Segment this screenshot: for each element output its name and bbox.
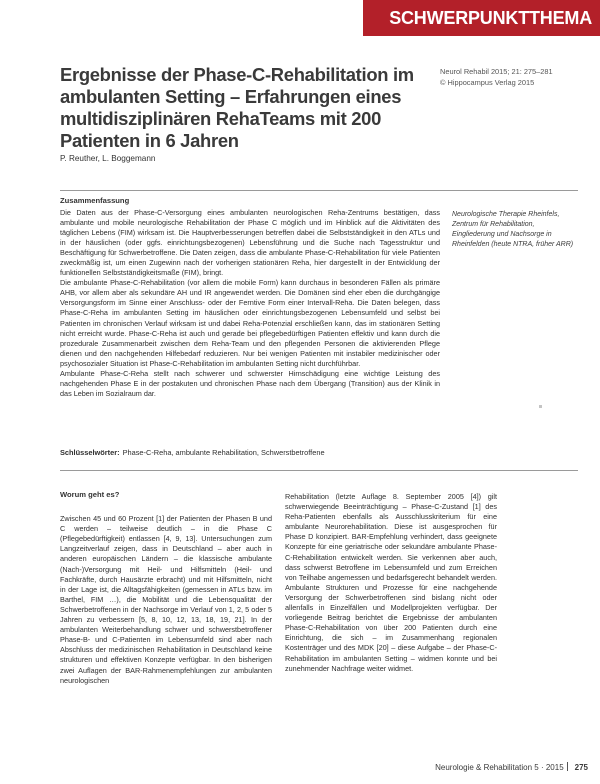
abstract-paragraph: Die ambulante Phase-C-Rehabilitation (vor allem die mobile Form) kann durchaus in besonderen Fällen als primäre AHB, vor allem aber als sekundäre AH und IR angewendet werden. Die Domänen sind eher eben die durchgängige Versorgungsform im Sinne einer Anschluss- oder der Ferntive Form einer Intervall-Reha. Die Daten belegen, dass Phase-C-Reha im ambulanten Setting im häuslichen oder einrichtungsbezogenen Lebensumfeld und selbst bei Patienten im chronischen Verlauf wirksam ist und dabei Reha-Potenzial erschließen kann, das im stationären Setting nicht erreicht wurde. Phase-C-Reha ist auch und gerade bei pflegebedürftigen Patienten effektiv und kann durch die prozedurale Zusammenarbeit zwischen dem Reha-Team und den pflegenden Personen die aktivierenden Pflege dienen und den nachgehenden Hilfebedarf reduzieren. Nur bei wenigen Patienten mit instabiler medizinischer oder psychosozialer Situation ist Phase-C-Rehabilitation im ambulanten Setting nicht durchführbar. bbox=[60, 278, 440, 368]
authors: P. Reuther, L. Boggemann bbox=[60, 154, 156, 163]
copyright-line: © Hippocampus Verlag 2015 bbox=[440, 78, 535, 87]
body-column-left bbox=[60, 490, 272, 686]
section-heading: Worum geht es? bbox=[60, 490, 120, 499]
abstract-heading: Zusammenfassung bbox=[60, 196, 130, 205]
keywords-text: Phase-C-Reha, ambulante Rehabilitation, Schwerstbetroffene bbox=[122, 448, 325, 457]
abstract-body bbox=[60, 208, 440, 399]
article-title: Ergebnisse der Phase-C-Rehabilitation im ambulanten Setting – Erfahrungen eines multidisziplinären RehaTeams mit 200 Patienten in 6 Jahren bbox=[60, 64, 414, 151]
divider-bottom bbox=[60, 470, 578, 471]
page-number: 275 bbox=[574, 763, 588, 772]
divider-top bbox=[60, 190, 578, 191]
abstract-paragraph: Die Daten aus der Phase-C-Versorgung eines ambulanten neurologischen Reha-Zentrums bestätigen, dass ambulante und mobile neurologische Rehabilitation der Phase C möglich und im Hinblick auf die Aktivitäten des täglichen Lebens (FIM) wirksam ist. Die Hauptverbesserungen betreffen dabei die Selbstständigkeit in den ATLs und in der häuslichen (oder ggfs. einrichtungsbezogenen) Lebensführung und die Suche nach Tagesstruktur und Beschäftigung für Schwerbetroffene. Die Daten zeigen, dass die ambulante Phase-C-Rehabilitation für viele Patienten zweckmäßig ist, um einen Zugewinn nach der vorherigen stationären Reha, hier dargestellt in der Entwicklung der funktionellen Selbstständigkeitsmaße (FIM), bringt. bbox=[60, 208, 440, 278]
abstract-paragraph: Ambulante Phase-C-Reha stellt nach schwerer und schwerster Hirnschädigung eine wichtige Leistung des nachgehenden Phase E in der postakuten und chronischen Phase nach dem Übergang (Transition) aus der Klinik in das Leben im Sozialraum dar. bbox=[60, 368, 440, 398]
scan-speck bbox=[539, 405, 542, 408]
keywords-label: Schlüsselwörter: bbox=[60, 448, 120, 457]
page-footer bbox=[435, 762, 588, 772]
body-column-right bbox=[285, 492, 497, 674]
keywords bbox=[60, 448, 440, 458]
footer-separator bbox=[567, 762, 568, 771]
citation-meta bbox=[440, 66, 590, 88]
section-banner: SCHWERPUNKTTHEMA bbox=[363, 0, 600, 36]
citation-line: Neurol Rehabil 2015; 21: 275–281 bbox=[440, 67, 553, 76]
affiliation-note: Neurologische Therapie Rheinfels, Zentrum für Rehabilitation, Eingliederung und Nachsorge in Rheinfelden (heute NTRA, früher ARR) bbox=[452, 211, 574, 248]
journal-name: Neurologie & Rehabilitation 5 · 2015 bbox=[435, 763, 564, 772]
body-text-right: Rehabilitation (letzte Auflage 8. September 2005 [4]) gilt schwerwiegende Beeinträchtigung – Phase-C-Zustand [1] des Reha-Patienten ebenfalls als Ausschlusskriterium für eine ambulante Neurorehabilitation. Diese ist ausgesprochen für Phase D konzipiert. BAR-Empfehlung verhindert, dass geeignete Konzepte für eine geriatrische oder sekundäre ambulante Phase-C-Rehabilitation entwickelt werden. Sie verkennen aber auch, dass schwerst Betroffene im Lebensumfeld und zum Erreichen von Teilhabe angemessen und bedarfsgerecht behandelt werden. Ambulante Strukturen und Prozesse für eine nachgehende Versorgung der Schwerbetroffenen sind bislang nicht oder allenfalls in Einzelfällen und Modellprojekten verfügbar. Der vorliegende Beitrag berichtet die Ergebnisse der ambulanten Phase-C-Rehabilitation von über 200 Patienten durch eine Einrichtung, die sich – im Zusammenhang regionalen Kostenträger und des MDK [20] – diese Aufgabe – der Phase-C-Rehabilitation im ambulanten Setting – widmen konnte und bei zunehmender Nachfrage weiter widmet. bbox=[285, 492, 497, 673]
body-text-left: Zwischen 45 und 60 Prozent [1] der Patienten der Phasen B und C werden – teilweise deutlich – in die Phase C (Pflegebedürftigkeit) entlassen [4, 9, 13]. Untersuchungen zum Langzeitverlauf zeigen, dass in Deutschland – aber auch in anderen europäischen Ländern – die klassische ambulante (Nach-)Versorgung mit Heil- und Hilfsmitteln (Heil- und Fachkräfte, durch Hausärzte erbracht) und mit Hilfsmitteln, nicht in der Lage ist, die Alltagsfähigkeiten (gemessen in ATLs bzw. im Barthel, FIM …), die Mobilität und die Lebensqualität der Schwerbetroffenen in der Nachsorge im Verlauf von 1, 2, 5 oder 5 Jahren zu verbessern [5, 8, 10, 12, 13, 18, 19, 21]. In der ambulanten Weiterbehandlung schwer und schwerstbetroffener Phase-B- und C-Patienten im Lebensumfeld sind aber nach Abschluss der medizinischen Rehabilitation in Deutschland keine strukturen und effektiven Konzepte verfügbar. In den bisherigen zwei Auflagen der BAR-Rahmenempfehlungen zur ambulanten neurologischen bbox=[60, 514, 272, 685]
